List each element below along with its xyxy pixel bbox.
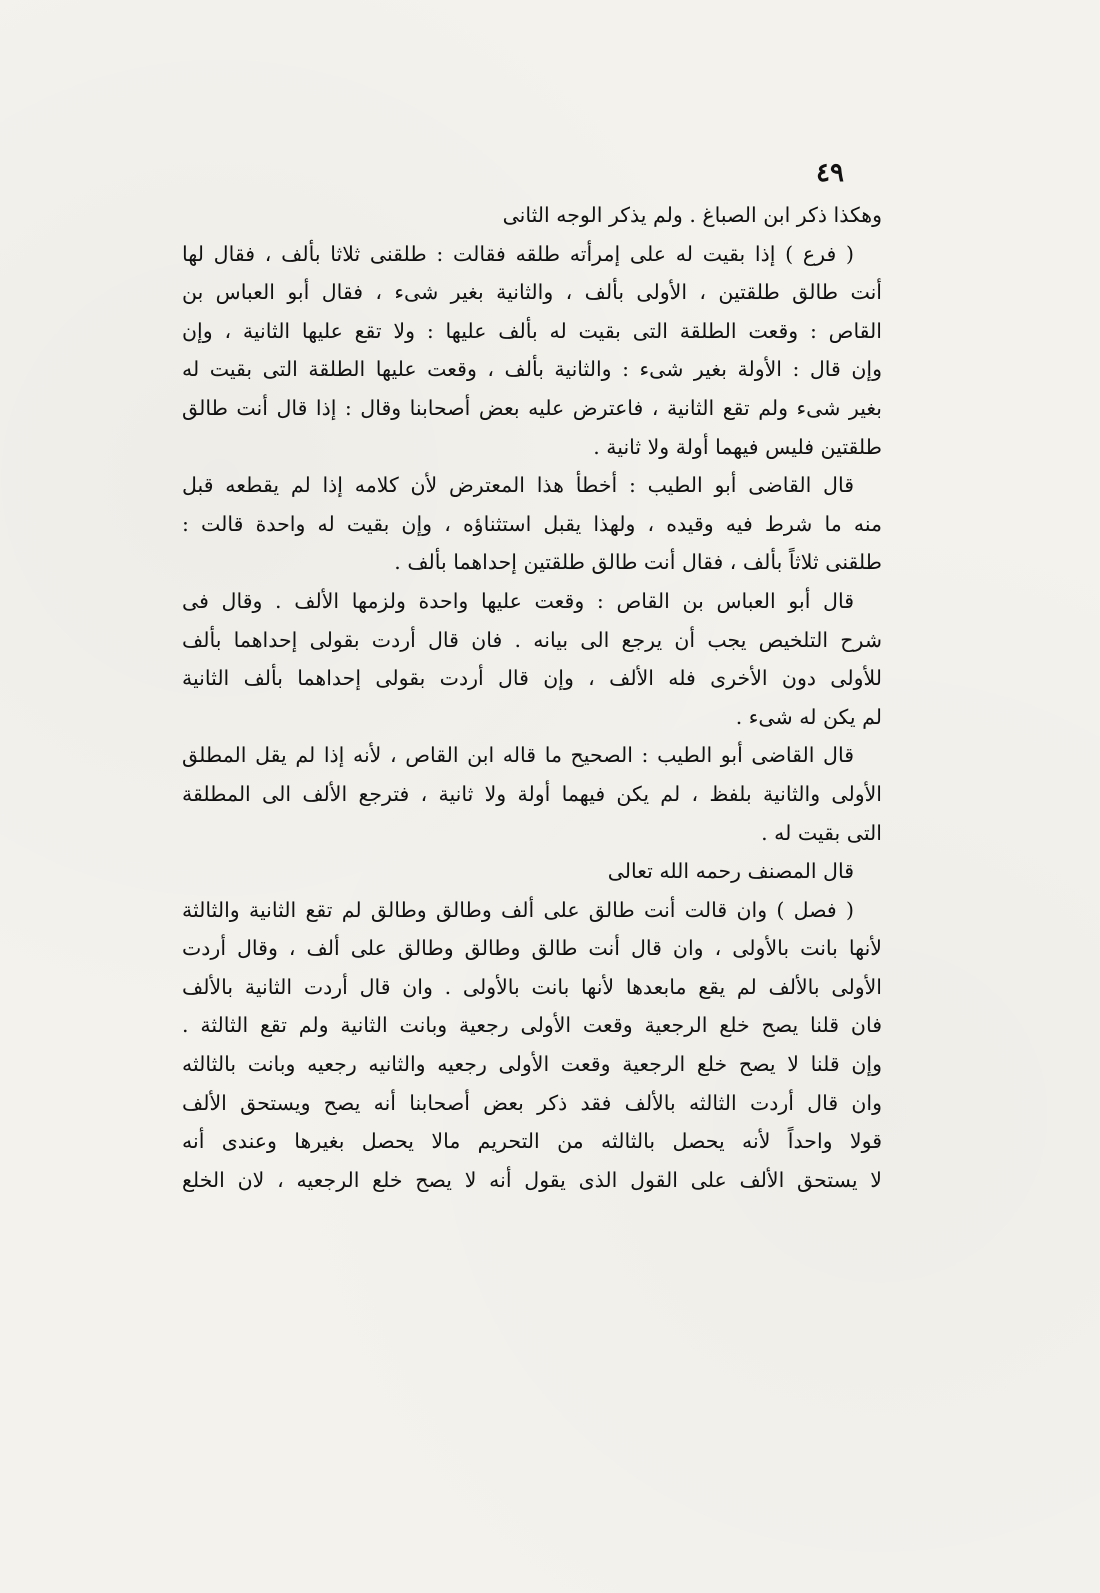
- text-line: القاص : وقعت الطلقة التى بقيت له بألف عليها : ولا تقع عليها الثانية ، وإن: [182, 318, 882, 343]
- text-body: [182, 196, 882, 1199]
- page-number: ٤٩: [816, 158, 844, 188]
- text-line: بغير شىء ولم تقع الثانية ، فاعترض عليه بعض أصحابنا وقال : إذا قال أنت طالق: [182, 395, 882, 420]
- text-line: ( فصل ) وان قالت أنت طالق على ألف وطالق وطالق لم تقع الثانية والثالثة: [182, 897, 854, 922]
- text-line: قال أبو العباس بن القاص : وقعت عليها واحدة ولزمها الألف . وقال فى: [182, 588, 854, 613]
- section-heading: قال المصنف رحمه الله تعالى: [607, 859, 854, 884]
- text-line: وإن قال : الأولة بغير شىء : والثانية بألف ، وقعت عليها الطلقة التى بقيت له: [182, 357, 882, 382]
- text-line: قال القاضى أبو الطيب : أخطأ هذا المعترض لأن كلامه إذا لم يقطعه قبل: [182, 473, 854, 498]
- text-line: قولا واحداً لأنه يحصل بالثالثه من التحريم مالا يحصل بغيرها وعندى أنه: [182, 1129, 882, 1154]
- text-line: لم يكن له شىء .: [735, 704, 882, 729]
- text-line: التى بقيت له .: [761, 820, 882, 845]
- text-line: طلقتين فليس فيهما أولة ولا ثانية .: [593, 434, 882, 459]
- text-line: قال القاضى أبو الطيب : الصحيح ما قاله ابن القاص ، لأنه إذا لم يقل المطلق: [182, 743, 854, 768]
- text-line: فان قلنا يصح خلع الرجعية وقعت الأولى رجعية وبانت الثانية ولم تقع الثالثة .: [182, 1013, 882, 1038]
- text-line: لا يستحق الألف على القول الذى يقول أنه لا يصح خلع الرجعيه ، لان الخلع: [182, 1167, 882, 1192]
- text-line: لأنها بانت بالأولى ، وان قال أنت طالق وطالق وطالق على ألف ، وقال أردت: [182, 936, 882, 961]
- text-line: منه ما شرط فيه وقيده ، ولهذا يقبل استثناؤه ، وإن بقيت له واحدة قالت :: [182, 511, 882, 536]
- text-line: الأولى بالألف لم يقع مابعدها لأنها بانت بالأولى . وان قال أردت الثانية بالألف: [182, 974, 882, 999]
- text-line: شرح التلخيص يجب أن يرجع الى بيانه . فان قال أردت بقولى إحداهما بألف: [182, 627, 882, 652]
- text-line: وإن قلنا لا يصح خلع الرجعية وقعت الأولى رجعيه والثانيه رجعيه وبانت بالثالثه: [182, 1052, 882, 1077]
- text-line: أنت طالق طلقتين ، الأولى بألف ، والثانية بغير شىء ، فقال أبو العباس بن: [182, 280, 882, 305]
- text-line: للأولى دون الأخرى فله الألف ، وإن قال أردت بقولى إحداهما بألف الثانية: [182, 666, 882, 691]
- text-line: وهكذا ذكر ابن الصباغ . ولم يذكر الوجه الثانى: [502, 203, 882, 227]
- text-line: الأولى والثانية بلفظ ، لم يكن فيهما أولة ولا ثانية ، فترجع الألف الى المطلقة: [182, 781, 882, 806]
- text-line: ( فرع ) إذا بقيت له على إمرأته طلقه فقالت : طلقنى ثلاثا بألف ، فقال لها: [182, 241, 854, 266]
- text-line: وان قال أردت الثالثه بالألف فقد ذكر بعض أصحابنا أنه يصح ويستحق الألف: [182, 1090, 882, 1115]
- text-line: طلقنى ثلاثاً بألف ، فقال أنت طالق طلقتين إحداهما بألف .: [394, 550, 882, 575]
